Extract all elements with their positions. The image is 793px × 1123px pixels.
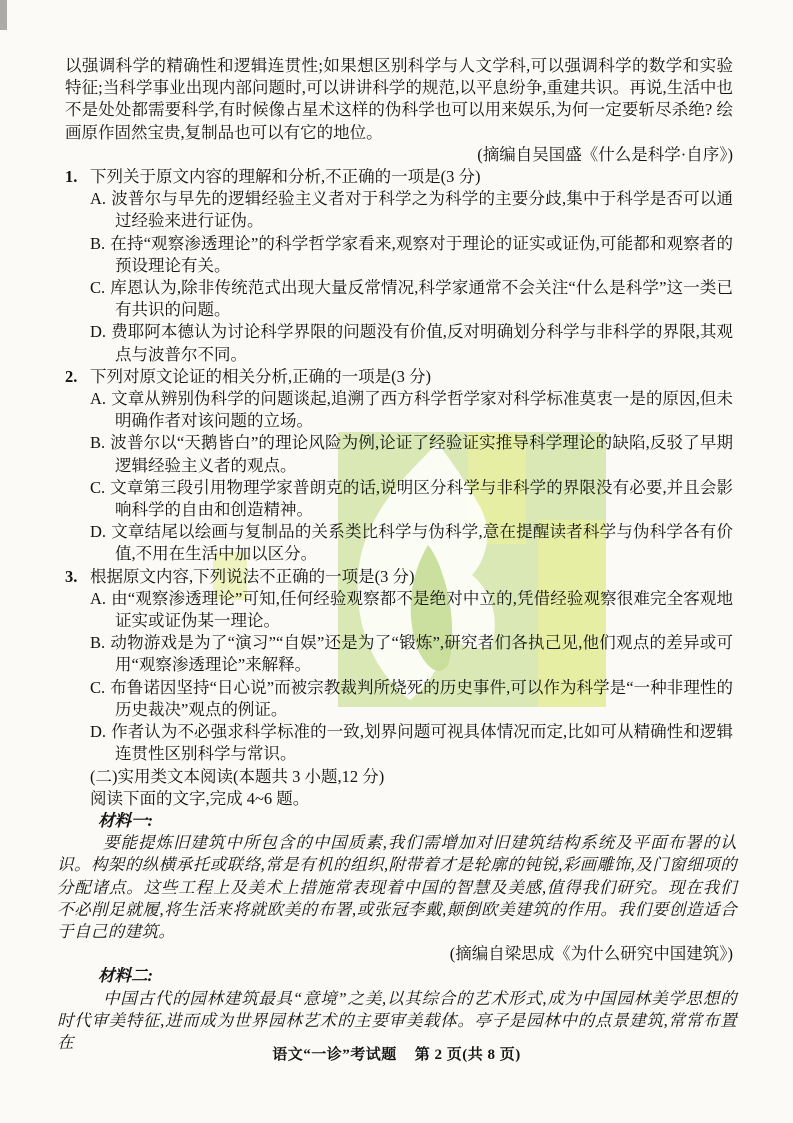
question-2 — [65, 366, 733, 566]
footer-page-number: 第 2 页(共 8 页) — [414, 1047, 521, 1063]
option-text: 费耶阿本德认为讨论科学界限的问题没有价值,反对明确划分科学与非科学的界限,其观点与波普尔不同。 — [111, 322, 733, 364]
question-number: 2. — [65, 366, 78, 386]
source-citation-1: (摘编自吴国盛《什么是科学·自序》) — [477, 144, 733, 164]
option-label: C. — [90, 677, 106, 697]
option-b — [90, 233, 733, 277]
option-label: D. — [90, 322, 107, 342]
source-citation-2: (摘编自梁思成《为什么研究中国建筑》) — [449, 944, 733, 964]
question-stem — [65, 166, 733, 188]
option-label: C. — [90, 477, 106, 497]
option-label: A. — [90, 588, 107, 608]
question-1 — [65, 166, 733, 366]
question-stem-text: 根据原文内容,下列说法不正确的一项是(3 分) — [90, 566, 415, 586]
option-text: 文章结尾以绘画与复制品的关系类比科学与伪科学,意在提醒读者科学与伪科学各有价值,不用在生活中加以区分。 — [111, 522, 733, 564]
option-a — [90, 388, 733, 432]
option-text: 作者认为不必强求科学标准的一致,划界问题可视具体情况而定,比如可从精确性和逻辑连贯性区别科学与常识。 — [111, 722, 733, 764]
option-label: B. — [90, 433, 106, 453]
option-label: C. — [90, 278, 106, 298]
material-2-paragraph: 中国古代的园林建筑最具“意境”之美,以其综合的艺术形式,成为中国园林美学思想的时代审美特征,进而成为世界园林艺术的主要审美载体。亭子是园林中的点景建筑,常常布置在 — [57, 988, 737, 1052]
option-label: A. — [90, 189, 107, 209]
option-text: 波普尔与早先的逻辑经验主义者对于科学之为科学的主要分歧,集中于科学是否可以通过经验来进行证伪。 — [111, 189, 733, 231]
option-label: D. — [90, 522, 107, 542]
option-label: B. — [90, 233, 106, 253]
option-label: D. — [90, 722, 107, 742]
option-text: 在持“观察渗透理论”的科学哲学家看来,观察对于理论的证实或证伪,可能都和观察者的预设理论有关。 — [110, 233, 733, 275]
scan-artifact — [0, 0, 7, 30]
option-c — [90, 677, 733, 721]
option-a — [90, 588, 733, 632]
option-text: 动物游戏是为了“演习”“自娱”还是为了“锻炼”,研究者们各执己见,他们观点的差异或可用“观察渗透理论”来解释。 — [110, 633, 733, 675]
option-text: 文章从辨别伪科学的问题谈起,追溯了西方科学哲学家对科学标准莫衷一是的原因,但未明确作者对该问题的立场。 — [111, 389, 733, 431]
page-footer — [0, 1043, 793, 1064]
page-body — [57, 55, 737, 1054]
option-label: B. — [90, 633, 106, 653]
question-number: 3. — [65, 566, 78, 586]
option-label: A. — [90, 389, 107, 409]
question-stem-text: 下列关于原文内容的理解和分析,不正确的一项是(3 分) — [90, 167, 481, 187]
option-text: 库恩认为,除非传统范式出现大量反常情况,科学家通常不会关注“什么是科学”这一类已有共识的问题。 — [110, 278, 733, 320]
question-stem — [65, 566, 733, 588]
option-b — [90, 632, 733, 676]
option-text: 文章第三段引用物理学家普朗克的话,说明区分科学与非科学的界限没有必要,并且会影响科学的自由和创造精神。 — [110, 477, 733, 520]
option-d — [90, 721, 733, 765]
question-number: 1. — [65, 167, 78, 187]
option-c — [90, 277, 733, 321]
option-text: 波普尔以“天鹅皆白”的理论风险为例,论证了经验证实推导科学理论的缺陷,反驳了早期逻辑经验主义者的观点。 — [110, 433, 733, 475]
option-text: 布鲁诺因坚持“日心说”而被宗教裁判所烧死的历史事件,可以作为科学是“一种非理性的历史裁决”观点的例证。 — [110, 677, 733, 719]
question-stem — [65, 366, 733, 388]
question-stem-text: 下列对原文论证的相关分析,正确的一项是(3 分) — [90, 366, 431, 386]
option-b — [90, 432, 733, 476]
section-heading: (二)实用类文本阅读(本题共 3 小题,12 分) — [90, 766, 385, 786]
question-3 — [65, 566, 733, 766]
option-d — [90, 521, 733, 565]
option-d — [90, 321, 733, 365]
option-text: 由“观察渗透理论”可知,任何经验观察都不是绝对中立的,凭借经验观察很难完全客观地证实或证伪某一理论。 — [111, 588, 733, 631]
intro-paragraph: 以强调科学的精确性和逻辑连贯性;如果想区别科学与人文学科,可以强调科学的数学和实验特征;当科学事业出现内部问题时,可以讲讲科学的规范,以平息纷争,重建共识。再说,生活中也不是处处都需要科学,有时候像占星术这样的伪科学也可以用来娱乐,为何一定要斩尽杀绝? 绘画原作固然宝贵,复制品也可以有它的地位。 — [65, 56, 733, 142]
option-a — [90, 188, 733, 232]
reading-instruction: 阅读下面的文字,完成 4~6 题。 — [90, 788, 310, 808]
footer-exam-title: 语文“一诊”考试题 — [272, 1047, 397, 1063]
option-c — [90, 477, 733, 521]
material-1-label: 材料一: — [98, 810, 153, 830]
material-2-label: 材料二: — [98, 966, 153, 986]
material-1-paragraph: 要能提炼旧建筑中所包含的中国质素,我们需增加对旧建筑结构系统及平面布署的认识。构架的纵横承托或联络,常是有机的组织,附带着才是轮廓的钝锐,彩画雕饰,及门窗细项的分配诸点。这些工程上及美术上措施常表现着中国的智慧及美感,值得我们研究。现在我们不必削足就履,将生活来将就欧美的布署,或张冠李戴,颠倒欧美建筑的作用。我们要创造适合于自己的建筑。 — [57, 833, 737, 941]
